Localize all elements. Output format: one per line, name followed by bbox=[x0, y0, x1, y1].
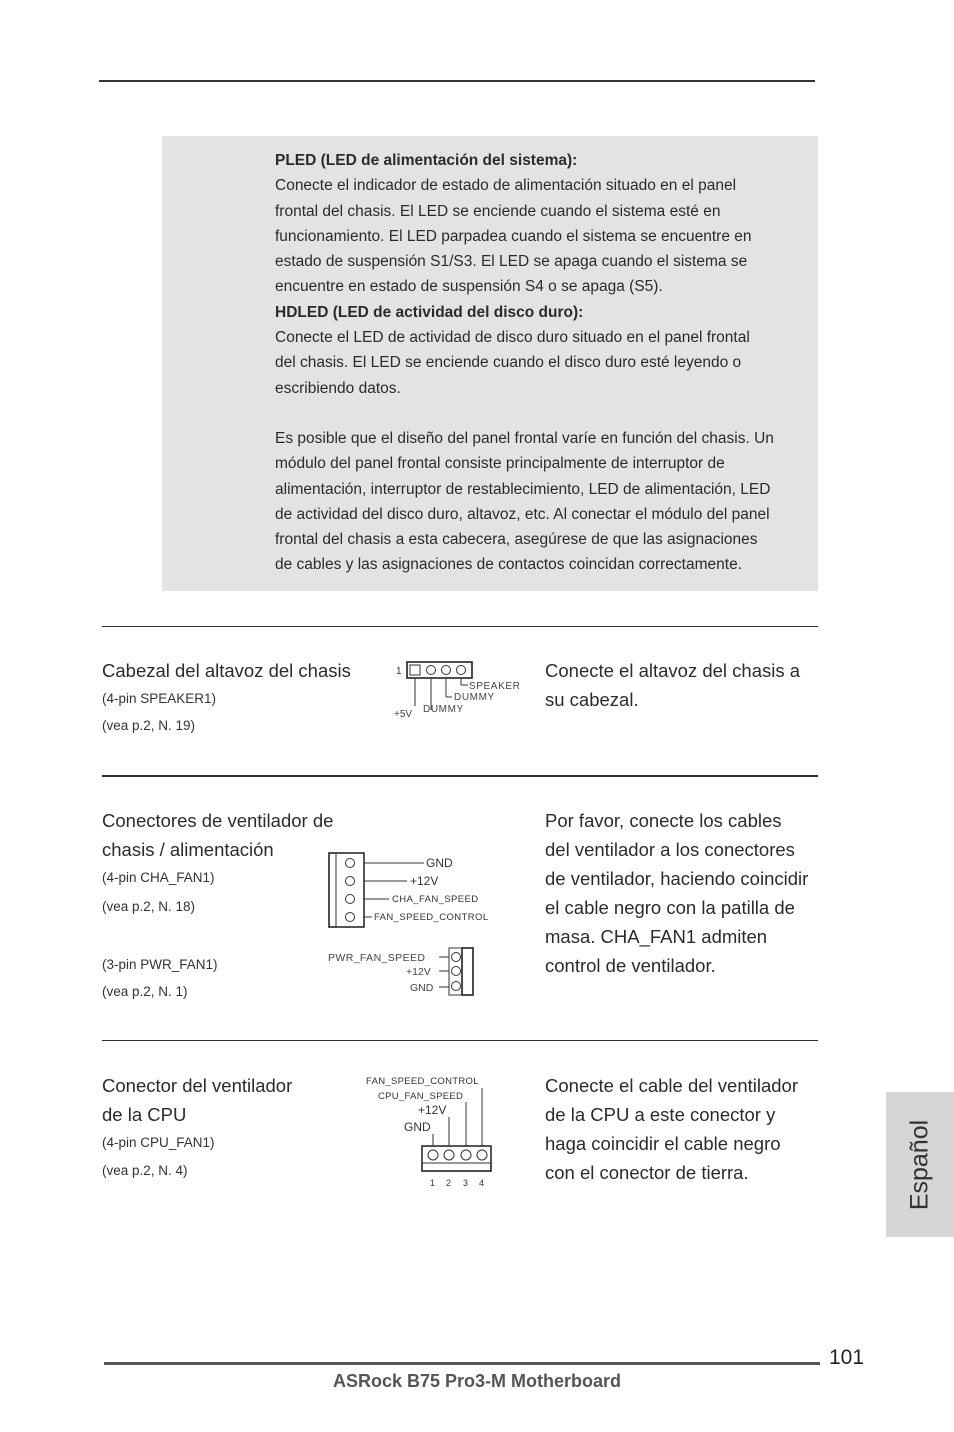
speaker-description bbox=[545, 656, 830, 714]
cpu-fan-speed-label: CPU_FAN_SPEED bbox=[378, 1091, 464, 1102]
pwr-fan-diagram bbox=[326, 944, 481, 1000]
pled-line: Conecte el indicador de estado de alimentación situado en el panel bbox=[275, 177, 737, 195]
pwr-fan-speed-pin-label: PWR_FAN_SPEED bbox=[328, 952, 426, 964]
fan-speed-control-pin-label: FAN_SPEED_CONTROL bbox=[374, 912, 489, 923]
cha-fan-ref: (vea p.2, N. 18) bbox=[102, 899, 196, 914]
speaker-diagram bbox=[388, 655, 523, 723]
cha-fan-diagram bbox=[326, 850, 506, 930]
cpu-plus12v-label: +12V bbox=[418, 1103, 447, 1117]
cpu-title bbox=[102, 1071, 292, 1129]
pwr-fan-ref: (vea p.2, N. 1) bbox=[102, 984, 188, 999]
cpu-title-line: Conector del ventilador bbox=[102, 1075, 293, 1096]
para-line: módulo del panel frontal consiste principalmente de interruptor de bbox=[275, 455, 725, 473]
pwr-gnd-pin-label: GND bbox=[410, 982, 434, 994]
section-rule bbox=[102, 1040, 818, 1041]
speaker-pin: (4-pin SPEAKER1) bbox=[102, 691, 217, 706]
cha-fan-pin: (4-pin CHA_FAN1) bbox=[102, 870, 215, 885]
cha-fan-speed-pin-label: CHA_FAN_SPEED bbox=[392, 894, 479, 905]
para-line: de cables y las asignaciones de contactos coincidan correctamente. bbox=[275, 556, 742, 574]
hdled-line: escribiendo datos. bbox=[275, 379, 401, 397]
cpu-fan-pin: (4-pin CPU_FAN1) bbox=[102, 1135, 215, 1150]
pled-line: frontal del chasis. El LED se enciende cuando el sistema esté en bbox=[275, 202, 721, 220]
plus5v-pin-label: +5V bbox=[394, 709, 413, 720]
pin-number-label: 4 bbox=[479, 1178, 485, 1188]
cpu-desc-line: de la CPU a este conector y bbox=[545, 1104, 776, 1125]
language-tab-label: Español bbox=[905, 1119, 934, 1210]
pwr-plus12v-pin-label: +12V bbox=[406, 966, 431, 978]
pled-line: estado de suspensión S1/S3. El LED se apaga cuando el sistema se bbox=[275, 253, 748, 271]
pled-title: PLED (LED de alimentación del sistema): bbox=[275, 152, 578, 169]
fan-title-line: Conectores de ventilador de bbox=[102, 810, 334, 831]
para-line: de actividad del disco duro, altavoz, etc. Al conectar el módulo del panel bbox=[275, 505, 770, 523]
para-line: Es posible que el diseño del panel frontal varíe en función del chasis. Un bbox=[275, 429, 774, 447]
dummy2-pin-label: DUMMY bbox=[423, 704, 464, 715]
plus12v-pin-label: +12V bbox=[410, 874, 439, 888]
fan-title bbox=[102, 806, 333, 864]
pwr-fan-pin: (3-pin PWR_FAN1) bbox=[102, 957, 218, 972]
pin-number-label: 1 bbox=[430, 1178, 436, 1188]
cpu-desc-line: Conecte el cable del ventilador bbox=[545, 1075, 798, 1096]
dummy1-pin-label: DUMMY bbox=[454, 692, 495, 703]
cpu-gnd-label: GND bbox=[404, 1120, 431, 1134]
cpu-fan-diagram bbox=[362, 1072, 497, 1190]
fan-desc-line: el cable negro con la patilla de bbox=[545, 897, 795, 918]
speaker-ref: (vea p.2, N. 19) bbox=[102, 718, 196, 733]
page-number: 101 bbox=[829, 1346, 865, 1369]
speaker-title: Cabezal del altavoz del chasis bbox=[102, 660, 351, 681]
hdled-line: del chasis. El LED se enciende cuando el disco duro esté leyendo o bbox=[275, 354, 742, 372]
pled-line: funcionamiento. El LED parpadea cuando el sistema se encuentre en bbox=[275, 227, 752, 245]
pin-number-label: 3 bbox=[463, 1178, 469, 1188]
speaker-desc-line: su cabezal. bbox=[545, 689, 639, 710]
fan-desc-line: de ventilador, haciendo coincidir bbox=[545, 868, 809, 889]
cpu-description bbox=[545, 1071, 830, 1187]
hdled-title: HDLED (LED de actividad del disco duro): bbox=[275, 303, 584, 321]
top-rule bbox=[99, 80, 815, 82]
section-rule bbox=[102, 626, 818, 627]
speaker-pin-label: SPEAKER bbox=[469, 681, 521, 692]
section-rule bbox=[102, 775, 818, 777]
cpu-fan-speed-control-label: FAN_SPEED_CONTROL bbox=[366, 1076, 479, 1087]
cpu-title-line: de la CPU bbox=[102, 1104, 187, 1125]
language-tab bbox=[886, 1092, 954, 1237]
para-line: frontal del chasis a esta cabecera, asegúrese de que las asignaciones bbox=[275, 531, 758, 549]
fan-desc-line: control de ventilador. bbox=[545, 955, 716, 976]
fan-desc-line: Por favor, conecte los cables bbox=[545, 810, 782, 831]
hdled-line: Conecte el LED de actividad de disco duro situado en el panel frontal bbox=[275, 329, 750, 347]
pled-line: encuentre en estado de suspensión S4 o se apaga (S5). bbox=[275, 278, 663, 296]
cpu-desc-line: con el conector de tierra. bbox=[545, 1162, 749, 1183]
footer-title bbox=[0, 1371, 954, 1392]
para-line: alimentación, interruptor de restablecimiento, LED de alimentación, LED bbox=[275, 480, 771, 498]
cpu-fan-ref: (vea p.2, N. 4) bbox=[102, 1163, 188, 1178]
footer-text: ASRock B75 Pro3-M Motherboard bbox=[332, 1371, 622, 1391]
fan-title-line: chasis / alimentación bbox=[102, 839, 274, 860]
speaker-pin1-label: 1 bbox=[396, 666, 402, 677]
speaker-desc-line: Conecte el altavoz del chasis a bbox=[545, 660, 801, 681]
gnd-pin-label: GND bbox=[426, 856, 453, 870]
note-text bbox=[275, 148, 820, 578]
fan-description bbox=[545, 806, 830, 980]
pin-number-label: 2 bbox=[446, 1178, 452, 1188]
footer-rule bbox=[104, 1362, 820, 1365]
fan-desc-line: masa. CHA_FAN1 admiten bbox=[545, 926, 768, 947]
cpu-desc-line: haga coincidir el cable negro bbox=[545, 1133, 781, 1154]
fan-desc-line: del ventilador a los conectores bbox=[545, 839, 795, 860]
